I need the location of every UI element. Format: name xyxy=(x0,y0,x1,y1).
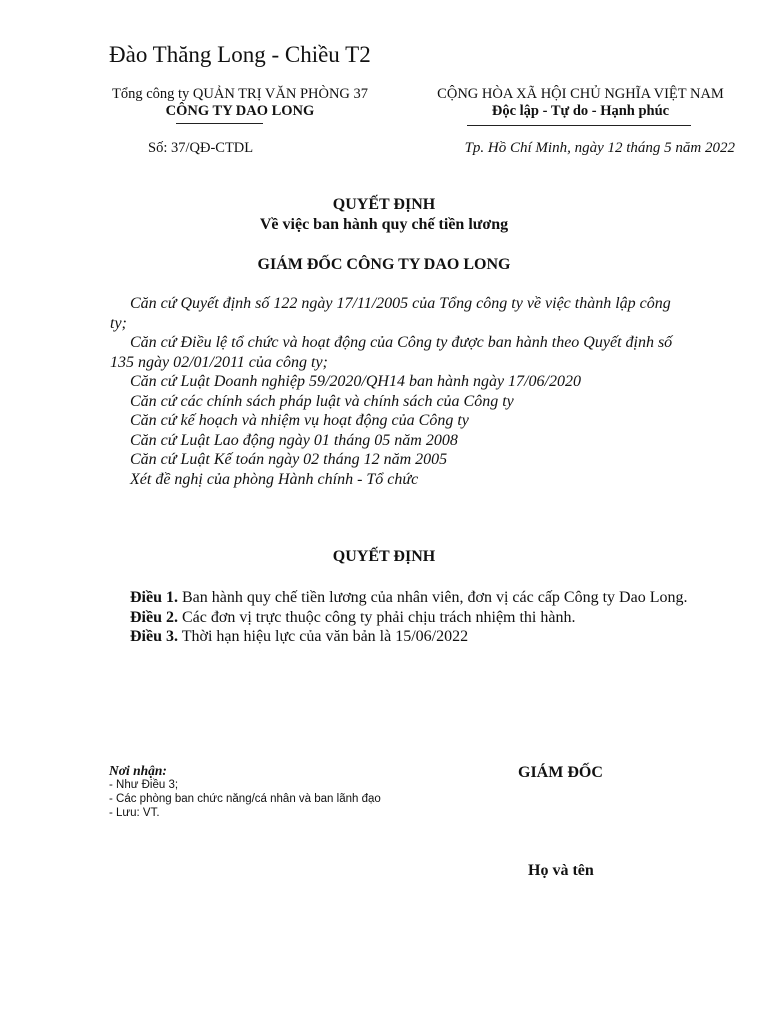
national-heading xyxy=(418,86,743,120)
basis-item: Căn cứ Quyết định số 122 ngày 17/11/2005 của Tổng công ty về việc thành lập công ty; xyxy=(110,295,671,332)
basis-item: Căn cứ kế hoạch và nhiệm vụ hoạt động của Công ty xyxy=(130,412,469,429)
basis-item: Căn cứ Luật Lao động ngày 01 tháng 05 năm 2008 xyxy=(130,431,458,449)
basis-item: Căn cứ Luật Kế toán ngày 02 tháng 12 năm 2005 xyxy=(130,451,448,468)
basis-item: Căn cứ Điều lệ tổ chức và hoạt động của Công ty được ban hành theo Quyết định số 135 ngày 02/01/2011 của công ty; xyxy=(110,334,673,371)
article-text: Thời hạn hiệu lực của văn bản là 15/06/2022 xyxy=(178,628,469,645)
basis-item: Căn cứ Luật Doanh nghiệp 59/2020/QH14 ban hành ngày 17/06/2020 xyxy=(130,373,581,390)
parent-organization: Tổng công ty QUẢN TRỊ VĂN PHÒNG 37 xyxy=(111,86,369,102)
issuing-authority: GIÁM ĐỐC CÔNG TY DAO LONG xyxy=(257,256,511,273)
company-name: CÔNG TY DAO LONG xyxy=(165,103,315,119)
decides-title: QUYẾT ĐỊNH xyxy=(332,548,436,565)
recipient-item: - Như Điều 3; xyxy=(109,779,179,791)
basis-item: Xét đề nghị của phòng Hành chính - Tổ chức xyxy=(130,470,419,488)
legal-bases xyxy=(110,294,690,489)
country-name: CỘNG HÒA XÃ HỘI CHỦ NGHĨA VIỆT NAM xyxy=(437,86,724,102)
document-number: Số: 37/QĐ-CTDL xyxy=(148,140,254,156)
recipients-label: Nơi nhận: xyxy=(109,763,167,778)
page-title: Đào Thăng Long - Chiều T2 xyxy=(109,42,371,67)
article-2 xyxy=(110,608,722,628)
decision-subject: Về việc ban hành quy chế tiền lương xyxy=(259,216,509,233)
company-underline xyxy=(176,123,263,124)
article-text: Các đơn vị trực thuộc công ty phải chịu trách nhiệm thi hành. xyxy=(178,608,576,626)
place-and-date: Tp. Hồ Chí Minh, ngày 12 tháng 5 năm 2022 xyxy=(464,140,735,156)
article-label: Điều 1. xyxy=(130,589,178,606)
article-text: Ban hành quy chế tiền lương của nhân viên, đơn vị các cấp Công ty Dao Long. xyxy=(178,589,688,606)
article-1 xyxy=(110,588,722,608)
issuer-block xyxy=(90,86,390,120)
signatory-title: GIÁM ĐỐC xyxy=(518,764,603,781)
signatory-name: Họ và tên xyxy=(528,862,594,879)
recipient-item: - Lưu: VT. xyxy=(109,807,160,819)
recipients-block xyxy=(109,764,399,820)
decision-title: QUYẾT ĐỊNH xyxy=(332,196,436,213)
article-label: Điều 2. xyxy=(130,608,178,626)
article-3 xyxy=(110,627,722,647)
recipient-item: - Các phòng ban chức năng/cá nhân và ban lãnh đạo xyxy=(109,793,381,805)
articles xyxy=(110,588,722,647)
national-motto: Độc lập - Tự do - Hạnh phúc xyxy=(491,103,670,119)
motto-underline xyxy=(467,125,691,126)
article-label: Điều 3. xyxy=(130,628,178,645)
basis-item: Căn cứ các chính sách pháp luật và chính sách của Công ty xyxy=(130,392,514,410)
